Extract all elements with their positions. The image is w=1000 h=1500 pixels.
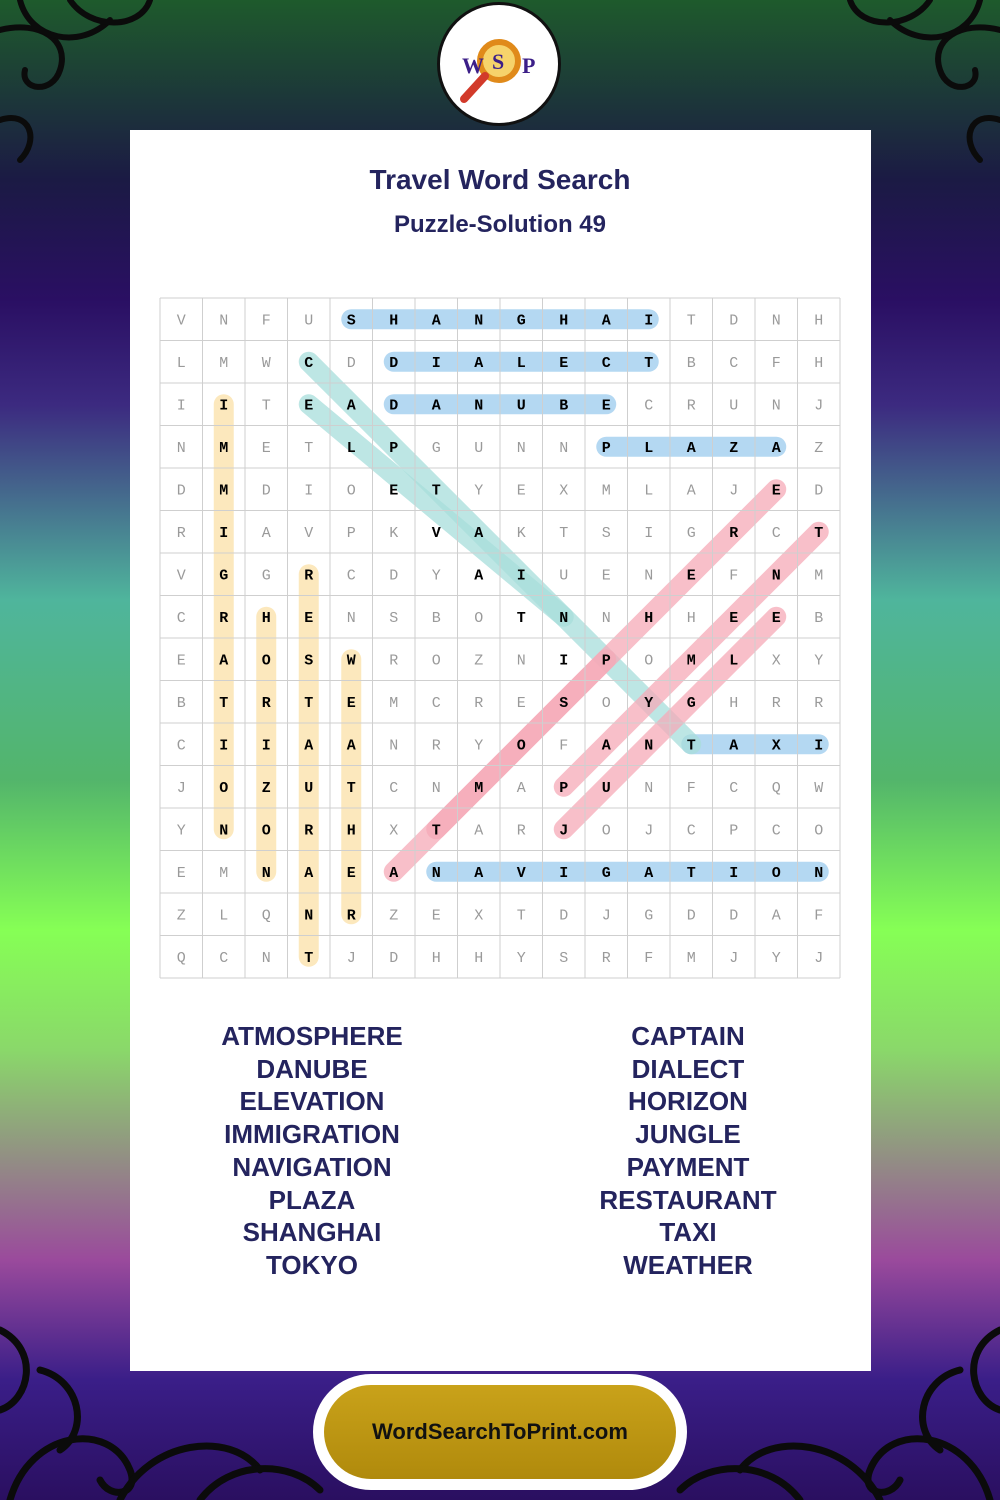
grid-cell-letter[interactable]: S bbox=[346, 312, 356, 330]
grid-cell-letter[interactable]: H bbox=[814, 312, 824, 330]
grid-cell-letter[interactable]: N bbox=[516, 652, 526, 670]
grid-cell-letter[interactable]: T bbox=[516, 907, 526, 925]
grid-cell-letter[interactable]: U bbox=[559, 567, 569, 585]
grid-cell-letter[interactable]: F bbox=[729, 567, 739, 585]
grid-cell-letter[interactable]: M bbox=[686, 652, 696, 670]
grid-cell-letter[interactable]: N bbox=[304, 907, 314, 925]
grid-cell-letter[interactable]: A bbox=[346, 397, 356, 415]
grid-cell-letter[interactable]: T bbox=[346, 779, 356, 797]
grid-cell-letter[interactable]: H bbox=[559, 312, 569, 330]
grid-cell-letter[interactable]: N bbox=[261, 864, 271, 882]
grid-cell-letter[interactable]: B bbox=[559, 397, 569, 415]
grid-cell-letter[interactable]: M bbox=[219, 482, 229, 500]
grid-cell-letter[interactable]: N bbox=[261, 949, 271, 967]
grid-cell-letter[interactable]: S bbox=[304, 652, 314, 670]
grid-cell-letter[interactable]: D bbox=[729, 907, 739, 925]
grid-cell-letter[interactable]: Y bbox=[474, 482, 484, 500]
grid-cell-letter[interactable]: M bbox=[686, 949, 696, 967]
grid-cell-letter[interactable]: V bbox=[304, 524, 314, 542]
grid-cell-letter[interactable]: O bbox=[261, 652, 271, 670]
word-list-item: RESTAURANT bbox=[599, 1184, 777, 1215]
grid-cell-letter[interactable]: H bbox=[814, 354, 824, 372]
grid-cell-letter[interactable]: A bbox=[389, 864, 399, 882]
grid-cell-letter[interactable]: O bbox=[346, 482, 356, 500]
grid-cell-letter[interactable]: U bbox=[601, 779, 611, 797]
grid-cell-letter[interactable]: R bbox=[771, 694, 781, 712]
grid-cell-letter[interactable]: O bbox=[474, 609, 484, 627]
grid-cell-letter[interactable]: F bbox=[644, 949, 654, 967]
grid-cell-letter[interactable]: Q bbox=[771, 779, 781, 797]
grid-cell-letter[interactable]: I bbox=[644, 312, 654, 330]
grid-cell-letter[interactable]: X bbox=[559, 482, 569, 500]
grid-cell-letter[interactable]: I bbox=[729, 864, 739, 882]
grid-cell-letter[interactable]: D bbox=[686, 907, 696, 925]
grid-cell-letter[interactable]: J bbox=[559, 822, 569, 840]
grid-cell-letter[interactable]: T bbox=[431, 822, 441, 840]
grid-cell-letter[interactable]: I bbox=[516, 567, 526, 585]
grid-cell-letter[interactable]: J bbox=[346, 949, 356, 967]
grid-cell-letter[interactable]: A bbox=[431, 312, 441, 330]
grid-cell-letter[interactable]: U bbox=[516, 397, 526, 415]
grid-cell-letter[interactable]: N bbox=[644, 737, 654, 755]
grid-cell-letter[interactable]: N bbox=[346, 609, 356, 627]
word-list-item: PAYMENT bbox=[626, 1151, 750, 1182]
grid-cell-letter[interactable]: R bbox=[601, 949, 611, 967]
grid-cell-letter[interactable]: N bbox=[219, 312, 229, 330]
page-title: Travel Word Search bbox=[369, 164, 631, 195]
grid-cell-letter[interactable]: L bbox=[176, 354, 186, 372]
grid-cell-letter[interactable]: R bbox=[814, 694, 824, 712]
grid-cell-letter[interactable]: Y bbox=[644, 694, 654, 712]
grid-cell-letter[interactable]: E bbox=[346, 694, 356, 712]
grid-cell-letter[interactable]: N bbox=[559, 609, 569, 627]
grid-cell-letter[interactable]: E bbox=[729, 609, 739, 627]
grid-cell-letter[interactable]: I bbox=[431, 354, 441, 372]
grid-cell-letter[interactable]: D bbox=[389, 354, 399, 372]
logo-letter-s: S bbox=[492, 49, 505, 74]
grid-cell-letter[interactable]: E bbox=[261, 439, 271, 457]
grid-cell-letter[interactable]: H bbox=[474, 949, 484, 967]
grid-cell-letter[interactable]: O bbox=[261, 822, 271, 840]
grid-cell-letter[interactable]: E bbox=[771, 482, 781, 500]
grid-cell-letter[interactable]: D bbox=[389, 397, 399, 415]
grid-cell-letter[interactable]: L bbox=[729, 652, 739, 670]
grid-cell-letter[interactable]: A bbox=[729, 737, 739, 755]
grid-cell-letter[interactable]: G bbox=[261, 567, 271, 585]
grid-cell-letter[interactable]: A bbox=[601, 737, 611, 755]
grid-cell-letter[interactable]: R bbox=[516, 822, 526, 840]
grid-cell-letter[interactable]: T bbox=[261, 397, 271, 415]
grid-cell-letter[interactable]: O bbox=[219, 779, 229, 797]
grid-cell-letter[interactable]: I bbox=[304, 482, 314, 500]
grid-cell-letter[interactable]: V bbox=[176, 312, 186, 330]
grid-cell-letter[interactable]: X bbox=[771, 737, 781, 755]
grid-cell-letter[interactable]: D bbox=[729, 312, 739, 330]
grid-cell-letter[interactable]: H bbox=[729, 694, 739, 712]
logo-letter-p: P bbox=[522, 53, 536, 78]
grid-cell-letter[interactable]: I bbox=[559, 864, 569, 882]
grid-cell-letter[interactable]: R bbox=[686, 397, 696, 415]
grid-cell-letter[interactable]: Y bbox=[771, 949, 781, 967]
grid-cell-letter[interactable]: A bbox=[516, 779, 526, 797]
grid-cell-letter[interactable]: A bbox=[686, 439, 696, 457]
word-list-item: DANUBE bbox=[256, 1053, 368, 1084]
grid-cell-letter[interactable]: T bbox=[516, 609, 526, 627]
grid-cell-letter[interactable]: A bbox=[431, 397, 441, 415]
grid-cell-letter[interactable]: C bbox=[389, 779, 399, 797]
grid-cell-letter[interactable]: C bbox=[304, 354, 314, 372]
word-list-item: TAXI bbox=[659, 1217, 717, 1248]
grid-cell-letter[interactable]: T bbox=[304, 439, 314, 457]
grid-cell-letter[interactable]: R bbox=[431, 737, 441, 755]
grid-cell-letter[interactable]: N bbox=[771, 567, 781, 585]
grid-cell-letter[interactable]: X bbox=[771, 652, 781, 670]
word-list-item: IMMIGRATION bbox=[224, 1119, 400, 1150]
grid-cell-letter[interactable]: T bbox=[559, 524, 569, 542]
word-list-item: WEATHER bbox=[623, 1249, 753, 1280]
grid-cell-letter[interactable]: I bbox=[219, 397, 229, 415]
grid-cell-letter[interactable]: L bbox=[644, 482, 654, 500]
grid-cell-letter[interactable]: S bbox=[601, 524, 611, 542]
grid-cell-letter[interactable]: K bbox=[389, 524, 399, 542]
footer-link[interactable]: WordSearchToPrint.com bbox=[324, 1385, 676, 1479]
grid-cell-letter[interactable]: T bbox=[431, 482, 441, 500]
grid-cell-letter[interactable]: N bbox=[176, 439, 186, 457]
grid-cell-letter[interactable]: E bbox=[176, 864, 186, 882]
grid-cell-letter[interactable]: H bbox=[644, 609, 654, 627]
grid-cell-letter[interactable]: C bbox=[219, 949, 229, 967]
word-list-item: SHANGHAI bbox=[242, 1217, 382, 1248]
grid-cell-letter[interactable]: B bbox=[176, 694, 186, 712]
word-list-item: CAPTAIN bbox=[631, 1021, 745, 1051]
grid-cell-letter[interactable]: J bbox=[176, 779, 186, 797]
grid-cell-letter[interactable]: Z bbox=[261, 779, 271, 797]
grid-cell-letter[interactable]: Y bbox=[431, 567, 441, 585]
grid-cell-letter[interactable]: E bbox=[559, 354, 569, 372]
grid-cell-letter[interactable]: N bbox=[474, 397, 484, 415]
grid-cell-letter[interactable]: I bbox=[176, 397, 186, 415]
grid-cell-letter[interactable]: N bbox=[431, 864, 441, 882]
grid-cell-letter[interactable]: R bbox=[474, 694, 484, 712]
grid-cell-letter[interactable]: H bbox=[431, 949, 441, 967]
grid-cell-letter[interactable]: T bbox=[686, 737, 696, 755]
grid-cell-letter[interactable]: A bbox=[771, 907, 781, 925]
grid-cell-letter[interactable]: Y bbox=[176, 822, 186, 840]
grid-cell-letter[interactable]: E bbox=[389, 482, 399, 500]
grid-cell-letter[interactable]: D bbox=[814, 482, 824, 500]
footer-badge[interactable] bbox=[313, 1374, 687, 1490]
grid-cell-letter[interactable]: I bbox=[219, 737, 229, 755]
logo-letter-w: W bbox=[462, 53, 484, 78]
grid-cell-letter[interactable]: T bbox=[644, 354, 654, 372]
grid-cell-letter[interactable]: O bbox=[431, 652, 441, 670]
grid-cell-letter[interactable]: B bbox=[686, 354, 696, 372]
grid-cell-letter[interactable]: D bbox=[559, 907, 569, 925]
grid-cell-letter[interactable]: M bbox=[601, 482, 611, 500]
grid-cell-letter[interactable]: Y bbox=[516, 949, 526, 967]
grid-cell-letter[interactable]: J bbox=[814, 397, 824, 415]
grid-cell-letter[interactable]: O bbox=[814, 822, 824, 840]
word-list-item: ELEVATION bbox=[239, 1086, 385, 1117]
grid-cell-letter[interactable]: O bbox=[601, 694, 611, 712]
grid-cell-letter[interactable]: T bbox=[814, 524, 824, 542]
grid-cell-letter[interactable]: W bbox=[346, 652, 356, 670]
grid-cell-letter[interactable]: A bbox=[261, 524, 271, 542]
grid-cell-letter[interactable]: D bbox=[261, 482, 271, 500]
grid-cell-letter[interactable]: A bbox=[474, 567, 484, 585]
word-list-item: DIALECT bbox=[631, 1053, 745, 1084]
grid-cell-letter[interactable]: A bbox=[771, 439, 781, 457]
grid-cell-letter[interactable]: R bbox=[261, 694, 271, 712]
grid-cell-letter[interactable]: N bbox=[771, 312, 781, 330]
grid-cell-letter[interactable]: B bbox=[814, 609, 824, 627]
grid-cell-letter[interactable]: D bbox=[389, 949, 399, 967]
grid-cell-letter[interactable]: E bbox=[771, 609, 781, 627]
grid-cell-letter[interactable]: O bbox=[516, 737, 526, 755]
word-list-item: PLAZA bbox=[268, 1184, 356, 1215]
grid-cell-letter[interactable]: E bbox=[601, 397, 611, 415]
word-list-item: TOKYO bbox=[266, 1249, 358, 1280]
grid-cell-letter[interactable]: O bbox=[644, 652, 654, 670]
grid-cell-letter[interactable]: I bbox=[261, 737, 271, 755]
grid-cell-letter[interactable]: N bbox=[814, 864, 824, 882]
grid-cell-letter[interactable]: M bbox=[219, 864, 229, 882]
grid-cell-letter[interactable]: T bbox=[304, 949, 314, 967]
grid-cell-letter[interactable]: H bbox=[261, 609, 271, 627]
grid-cell-letter[interactable]: A bbox=[304, 864, 314, 882]
word-list-left bbox=[212, 1020, 412, 1282]
grid-cell-letter[interactable]: A bbox=[644, 864, 654, 882]
grid-cell-letter[interactable]: N bbox=[516, 439, 526, 457]
grid-cell-letter[interactable]: P bbox=[559, 779, 569, 797]
grid-cell-letter[interactable]: U bbox=[304, 312, 314, 330]
grid-cell-letter[interactable]: R bbox=[304, 822, 314, 840]
grid-cell-letter[interactable]: T bbox=[686, 864, 696, 882]
grid-cell-letter[interactable]: P bbox=[389, 439, 399, 457]
grid-cell-letter[interactable]: X bbox=[389, 822, 399, 840]
grid-cell-letter[interactable]: S bbox=[389, 609, 399, 627]
grid-cell-letter[interactable]: S bbox=[559, 949, 569, 967]
grid-cell-letter[interactable]: N bbox=[601, 609, 611, 627]
grid-cell-letter[interactable]: Q bbox=[176, 949, 186, 967]
grid-cell-letter[interactable]: P bbox=[601, 439, 611, 457]
grid-cell-letter[interactable]: P bbox=[346, 524, 356, 542]
grid-cell-letter[interactable]: A bbox=[601, 312, 611, 330]
grid-cell-letter[interactable]: W bbox=[814, 779, 824, 797]
grid-cell-letter[interactable]: S bbox=[559, 694, 569, 712]
grid-cell-letter[interactable]: Z bbox=[176, 907, 186, 925]
grid-cell-letter[interactable]: A bbox=[304, 737, 314, 755]
grid-cell-letter[interactable]: G bbox=[601, 864, 611, 882]
grid-cell-letter[interactable]: Z bbox=[729, 439, 739, 457]
grid-cell-letter[interactable]: H bbox=[389, 312, 399, 330]
grid-cell-letter[interactable]: E bbox=[431, 907, 441, 925]
grid-cell-letter[interactable]: G bbox=[644, 907, 654, 925]
grid-cell-letter[interactable]: L bbox=[516, 354, 526, 372]
grid-cell-letter[interactable]: Q bbox=[261, 907, 271, 925]
grid-cell-letter[interactable]: D bbox=[346, 354, 356, 372]
grid-cell-letter[interactable]: F bbox=[559, 737, 569, 755]
grid-cell-letter[interactable]: N bbox=[431, 779, 441, 797]
word-list-item: HORIZON bbox=[628, 1086, 748, 1117]
grid-cell-letter[interactable]: R bbox=[176, 524, 186, 542]
grid-cell-letter[interactable]: T bbox=[304, 694, 314, 712]
grid-cell-letter[interactable]: C bbox=[729, 354, 739, 372]
grid-cell-letter[interactable]: J bbox=[814, 949, 824, 967]
grid-cell-letter[interactable]: A bbox=[686, 482, 696, 500]
grid-cell-letter[interactable]: A bbox=[474, 864, 484, 882]
grid-cell-letter[interactable]: U bbox=[304, 779, 314, 797]
grid-cell-letter[interactable]: O bbox=[771, 864, 781, 882]
grid-cell-letter[interactable]: R bbox=[389, 652, 399, 670]
grid-cell-letter[interactable]: F bbox=[771, 354, 781, 372]
grid-cell-letter[interactable]: E bbox=[686, 567, 696, 585]
grid-cell-letter[interactable]: C bbox=[644, 397, 654, 415]
grid-cell-letter[interactable]: G bbox=[686, 694, 696, 712]
grid-cell-letter[interactable]: R bbox=[346, 907, 356, 925]
grid-cell-letter[interactable]: M bbox=[389, 694, 399, 712]
grid-cell-letter[interactable]: A bbox=[474, 524, 484, 542]
grid-cell-letter[interactable]: R bbox=[304, 567, 314, 585]
grid-cell-letter[interactable]: E bbox=[304, 397, 314, 415]
grid-cell-letter[interactable]: C bbox=[176, 737, 186, 755]
grid-cell-letter[interactable]: E bbox=[601, 567, 611, 585]
grid-cell-letter[interactable]: N bbox=[219, 822, 229, 840]
grid-cell-letter[interactable]: M bbox=[814, 567, 824, 585]
grid-cell-letter[interactable]: G bbox=[431, 439, 441, 457]
grid-cell-letter[interactable]: I bbox=[559, 652, 569, 670]
grid-cell-letter[interactable]: N bbox=[644, 779, 654, 797]
grid-cell-letter[interactable]: I bbox=[814, 737, 824, 755]
grid-cell-letter[interactable]: L bbox=[219, 907, 229, 925]
grid-cell-letter[interactable]: O bbox=[601, 822, 611, 840]
grid-cell-letter[interactable]: U bbox=[729, 397, 739, 415]
grid-cell-letter[interactable]: N bbox=[771, 397, 781, 415]
grid-cell-letter[interactable]: M bbox=[474, 779, 484, 797]
grid-cell-letter[interactable]: A bbox=[474, 822, 484, 840]
grid-cell-letter[interactable]: C bbox=[176, 609, 186, 627]
grid-cell-letter[interactable]: N bbox=[389, 737, 399, 755]
grid-cell-letter[interactable]: F bbox=[686, 779, 696, 797]
grid-cell-letter[interactable]: P bbox=[729, 822, 739, 840]
grid-cell-letter[interactable]: V bbox=[431, 524, 441, 542]
word-list-item: NAVIGATION bbox=[232, 1151, 392, 1182]
grid-cell-letter[interactable]: L bbox=[346, 439, 356, 457]
page-subtitle: Puzzle-Solution 49 bbox=[393, 211, 606, 238]
grid-cell-letter[interactable]: A bbox=[474, 354, 484, 372]
grid-cell-letter[interactable]: M bbox=[219, 439, 229, 457]
grid-cell-letter[interactable]: V bbox=[176, 567, 186, 585]
grid-cell-letter[interactable]: Z bbox=[389, 907, 399, 925]
grid-cell-letter[interactable]: F bbox=[261, 312, 271, 330]
grid-cell-letter[interactable]: Y bbox=[814, 652, 824, 670]
grid-cell-letter[interactable]: C bbox=[771, 524, 781, 542]
grid-cell-letter[interactable]: N bbox=[644, 567, 654, 585]
grid-cell-letter[interactable]: R bbox=[729, 524, 739, 542]
grid-cell-letter[interactable]: T bbox=[219, 694, 229, 712]
grid-cell-letter[interactable]: E bbox=[516, 694, 526, 712]
grid-cell-letter[interactable]: C bbox=[729, 779, 739, 797]
grid-cell-letter[interactable]: J bbox=[644, 822, 654, 840]
grid-cell-letter[interactable]: U bbox=[474, 439, 484, 457]
grid-cell-letter[interactable]: N bbox=[559, 439, 569, 457]
grid-cell-letter[interactable]: B bbox=[431, 609, 441, 627]
grid-cell-letter[interactable]: G bbox=[516, 312, 526, 330]
grid-cell-letter[interactable]: L bbox=[644, 439, 654, 457]
word-list-right bbox=[588, 1020, 788, 1282]
grid-cell-letter[interactable]: N bbox=[474, 312, 484, 330]
grid-cell-letter[interactable]: Z bbox=[814, 439, 824, 457]
grid-cell-letter[interactable]: Z bbox=[474, 652, 484, 670]
word-list-item: JUNGLE bbox=[635, 1119, 741, 1150]
grid-cell-letter[interactable]: M bbox=[219, 354, 229, 372]
grid-cell-letter[interactable]: K bbox=[516, 524, 526, 542]
grid-cell-letter[interactable]: J bbox=[729, 949, 739, 967]
grid-cell-letter[interactable]: Y bbox=[474, 737, 484, 755]
grid-cell-letter[interactable]: A bbox=[346, 737, 356, 755]
grid-cell-letter[interactable]: H bbox=[346, 822, 356, 840]
grid-cell-letter[interactable]: A bbox=[219, 652, 229, 670]
grid-cell-letter[interactable]: E bbox=[346, 864, 356, 882]
grid-cell-letter[interactable]: E bbox=[176, 652, 186, 670]
grid-cell-letter[interactable]: F bbox=[814, 907, 824, 925]
grid-cell-letter[interactable]: T bbox=[686, 312, 696, 330]
grid-cell-letter[interactable]: E bbox=[516, 482, 526, 500]
grid-cell-letter[interactable]: C bbox=[601, 354, 611, 372]
grid-cell-letter[interactable]: D bbox=[389, 567, 399, 585]
grid-cell-letter[interactable]: J bbox=[601, 907, 611, 925]
grid-cell-letter[interactable]: I bbox=[644, 524, 654, 542]
grid-cell-letter[interactable]: V bbox=[516, 864, 526, 882]
grid-cell-letter[interactable]: G bbox=[686, 524, 696, 542]
grid-cell-letter[interactable]: H bbox=[686, 609, 696, 627]
grid-cell-letter[interactable]: C bbox=[686, 822, 696, 840]
grid-cell-letter[interactable]: G bbox=[219, 567, 229, 585]
word-list-item: ATMOSPHERE bbox=[221, 1021, 403, 1051]
grid-cell-letter[interactable]: E bbox=[304, 609, 314, 627]
grid-cell-letter[interactable]: I bbox=[219, 524, 229, 542]
grid-cell-letter[interactable]: P bbox=[601, 652, 611, 670]
grid-cell-letter[interactable]: W bbox=[261, 354, 271, 372]
grid-cell-letter[interactable]: D bbox=[176, 482, 186, 500]
grid-cell-letter[interactable]: X bbox=[474, 907, 484, 925]
grid-cell-letter[interactable]: C bbox=[346, 567, 356, 585]
grid-cell-letter[interactable]: R bbox=[219, 609, 229, 627]
grid-cell-letter[interactable]: C bbox=[771, 822, 781, 840]
grid-cell-letter[interactable]: J bbox=[729, 482, 739, 500]
grid-cell-letter[interactable]: C bbox=[431, 694, 441, 712]
